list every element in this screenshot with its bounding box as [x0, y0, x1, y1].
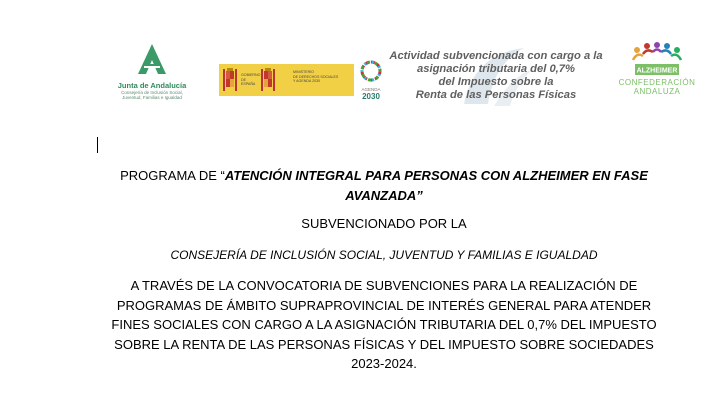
junta-name: Junta de Andalucía	[117, 81, 187, 90]
gobierno-espana-logo	[219, 64, 354, 96]
agenda-year: 2030	[362, 92, 380, 101]
ministry-line-3: Y AGENDA 2030	[293, 79, 321, 83]
ministry-coat-of-arms-icon	[261, 67, 275, 93]
actividad-line-2: asignación tributaria del 0,7%	[417, 63, 575, 75]
gobierno-text	[241, 73, 259, 87]
alzheimer-line-2: ANDALUZA	[633, 87, 681, 96]
actividad-line-1: Actividad subvencionada con cargo a la	[389, 50, 603, 62]
agenda-2030-logo	[356, 60, 386, 100]
convocatoria-line-4: SOBRE LA RENTA DE LAS PERSONAS FÍSICAS Y DEL IMPUESTO SOBRE SOCIEDADES	[114, 336, 654, 352]
gobierno-line-1: GOBIERNO	[241, 73, 261, 77]
alzheimer-confederacion-logo	[614, 42, 700, 112]
program-title-line-2: AVANZADA”	[345, 187, 423, 203]
ministry-line-1: MINISTERIO	[293, 70, 314, 74]
sdg-wheel-icon	[360, 60, 382, 82]
alzheimer-badge-text: ALZHEIMER	[636, 67, 678, 75]
actividad-line-4: Renta de las Personas Físicas	[415, 89, 577, 101]
actividad-line-3: del Impuesto sobre la	[438, 76, 554, 88]
program-title-emphasis: ATENCIÓN INTEGRAL PARA PERSONAS CON ALZHEIMER EN FASE	[224, 168, 648, 183]
actividad-subvencionada-logo	[386, 50, 606, 110]
spain-coat-of-arms-icon	[223, 67, 237, 93]
alzheimer-line-1: CONFEDERACIÓN	[618, 78, 696, 87]
convocatoria-line-5: 2023-2024.	[351, 356, 417, 371]
subvencionado-paragraph: SUBVENCIONADO POR LA	[301, 216, 467, 231]
consejeria-paragraph: CONSEJERÍA DE INCLUSIÓN SOCIAL, JUVENTUD Y FAMILIAS E IGUALDAD	[170, 248, 598, 262]
junta-andalucia-mark-icon	[132, 44, 172, 76]
convocatoria-line-2: PROGRAMAS DE ÁMBITO SUPRAPROVINCIAL DE INTERÉS GENERAL PARA ATENDER	[116, 297, 652, 313]
ministry-line-2: DE DERECHOS SOCIALES	[293, 74, 339, 79]
agenda-word: AGENDA	[361, 87, 381, 92]
text-cursor	[97, 137, 98, 153]
program-prefix: PROGRAMA DE “	[120, 168, 225, 183]
junta-sub-line-1: Consejería de Inclusión Social,	[121, 90, 183, 95]
convocatoria-line-3: FINES SOCIALES CON CARGO A LA ASIGNACIÓN TRIBUTARIA DEL 0,7% DEL IMPUESTO	[111, 317, 657, 332]
junta-andalucia-logo	[112, 44, 192, 104]
program-title-paragraph	[90, 166, 678, 205]
actividad-text	[386, 50, 606, 102]
ministry-text	[293, 70, 351, 84]
convocatoria-line-1: A TRAVÉS DE LA CONVOCATORIA DE SUBVENCIONES PARA LA REALIZACIÓN DE	[130, 278, 638, 293]
gobierno-line-2: DE ESPAÑA	[241, 77, 256, 86]
convocatoria-paragraph	[90, 276, 678, 374]
alzheimer-people-icon	[629, 42, 685, 78]
program-title-line-1	[90, 166, 678, 186]
junta-sub-line-2: Juventud, Familias e Igualdad	[122, 95, 182, 100]
